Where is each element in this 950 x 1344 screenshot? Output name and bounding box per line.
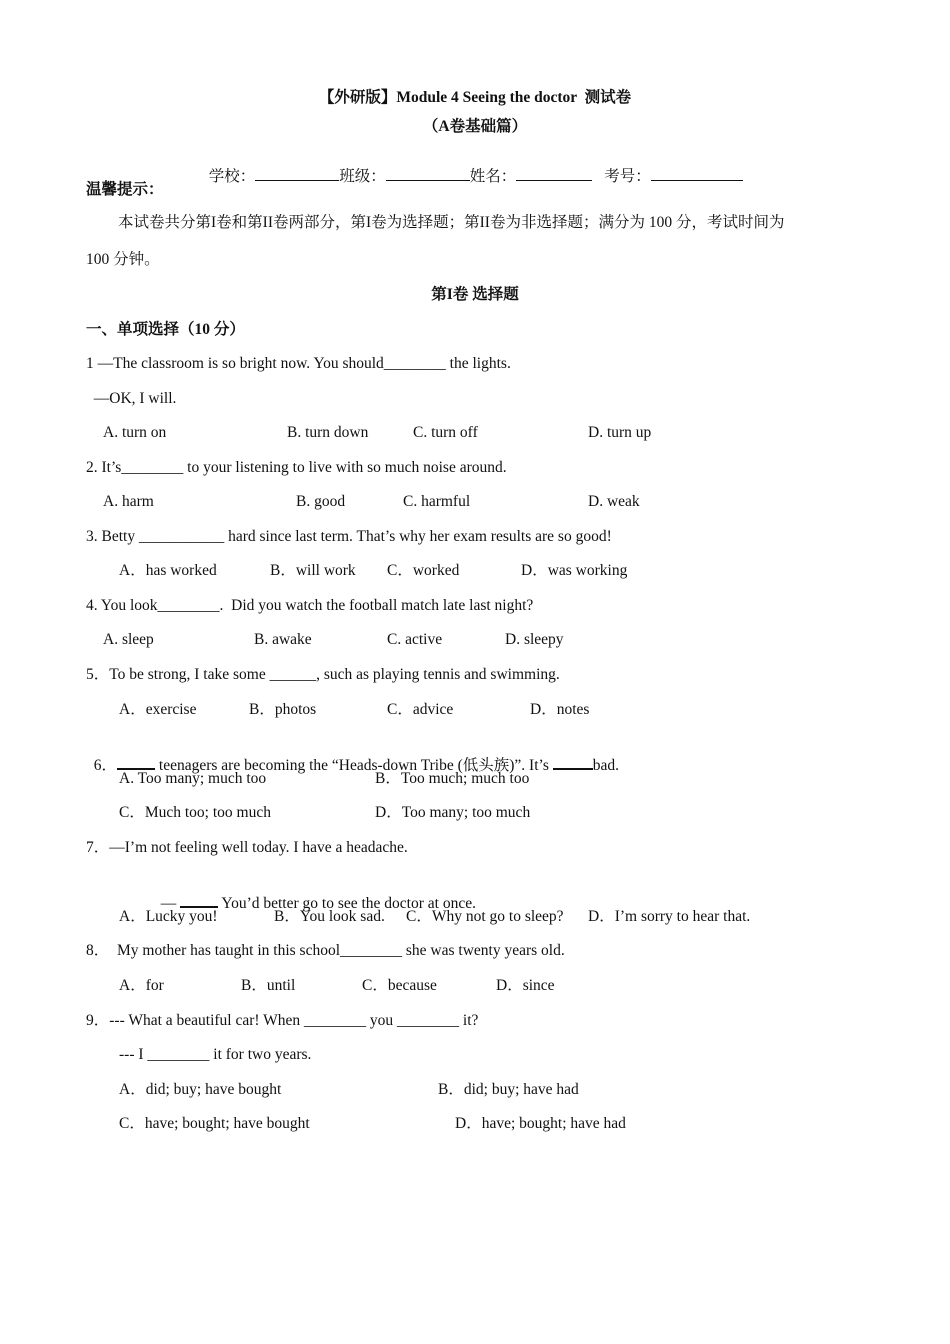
q6-number: 6． xyxy=(93,757,118,774)
q2-option-b[interactable]: B. good xyxy=(296,493,346,510)
question-9-stem: 9．--- What a beautiful car! When ________ you ________ it? xyxy=(86,1012,479,1029)
page-subtitle: （A卷基础篇） xyxy=(422,118,528,135)
notice-line-2: 100 分钟。 xyxy=(86,251,160,268)
q9-option-b[interactable]: B．did; buy; have had xyxy=(438,1081,579,1098)
class-label: 班级： xyxy=(339,168,386,185)
q4-option-d[interactable]: D. sleepy xyxy=(505,631,564,648)
q6-option-b[interactable]: B．Too much; much too xyxy=(375,770,530,787)
question-1-reply: —OK, I will. xyxy=(86,390,177,407)
question-7-stem: 7．—I’m not feeling well today. I have a headache. xyxy=(86,839,408,856)
q6-text-2: bad. xyxy=(592,757,619,774)
question-9-reply: --- I ________ it for two years. xyxy=(119,1046,312,1063)
question-8-stem: 8． My mother has taught in this school________ she was twenty years old. xyxy=(86,942,565,959)
question-3-stem: 3. Betty ___________ hard since last term. That’s why her exam results are so good! xyxy=(86,528,612,545)
q4-option-b[interactable]: B. awake xyxy=(254,631,312,648)
q2-option-a[interactable]: A. harm xyxy=(103,493,154,510)
school-label: 学校： xyxy=(208,168,256,185)
q1-option-c[interactable]: C. turn off xyxy=(413,424,478,441)
q8-option-d[interactable]: D．since xyxy=(496,977,555,994)
name-blank[interactable] xyxy=(516,166,592,181)
q9-option-a[interactable]: A．did; buy; have bought xyxy=(119,1081,282,1098)
q8-option-b[interactable]: B．until xyxy=(241,977,296,994)
q9-option-c[interactable]: C．have; bought; have bought xyxy=(119,1115,310,1132)
q7-blank[interactable] xyxy=(180,892,218,908)
question-5-stem: 5．To be strong, I take some ______, such as playing tennis and swimming. xyxy=(86,666,560,683)
q6-text-1: teenagers are becoming the “Heads-down Tribe (低头族)”. It’s xyxy=(155,757,553,774)
q6-option-a[interactable]: A. Too many; much too xyxy=(119,770,267,787)
school-blank[interactable] xyxy=(255,166,339,181)
page-title: 【外研版】Module 4 Seeing the doctor 测试卷 xyxy=(318,89,632,106)
part-1-title: 第I卷 选择题 xyxy=(431,286,519,303)
name-label: 姓名： xyxy=(469,168,517,185)
q1-option-b[interactable]: B. turn down xyxy=(287,424,369,441)
q3-option-a[interactable]: A．has worked xyxy=(119,562,217,579)
number-blank[interactable] xyxy=(651,166,743,181)
q3-option-d[interactable]: D．was working xyxy=(521,562,628,579)
q8-option-a[interactable]: A．for xyxy=(119,977,164,994)
q5-option-c[interactable]: C．advice xyxy=(387,701,454,718)
q6-blank-1[interactable] xyxy=(117,754,155,770)
q3-option-c[interactable]: C．worked xyxy=(387,562,460,579)
q7-option-c[interactable]: C．Why not go to sleep? xyxy=(406,908,564,925)
q5-option-d[interactable]: D．notes xyxy=(530,701,590,718)
q5-option-a[interactable]: A．exercise xyxy=(119,701,197,718)
q7-option-a[interactable]: A．Lucky you! xyxy=(119,908,218,925)
q5-option-b[interactable]: B．photos xyxy=(249,701,317,718)
q4-option-c[interactable]: C. active xyxy=(387,631,443,648)
q7-option-d[interactable]: D．I’m sorry to hear that. xyxy=(588,908,751,925)
q7-option-b[interactable]: B．You look sad. xyxy=(274,908,385,925)
class-blank[interactable] xyxy=(386,166,470,181)
question-4-stem: 4. You look________. Did you watch the football match late last night? xyxy=(86,597,534,614)
q2-option-c[interactable]: C. harmful xyxy=(403,493,471,510)
question-2-stem: 2. It’s________ to your listening to live with so much noise around. xyxy=(86,459,507,476)
q2-option-d[interactable]: D. weak xyxy=(588,493,640,510)
notice-heading: 温馨提示： xyxy=(86,181,164,198)
q1-option-d[interactable]: D. turn up xyxy=(588,424,652,441)
q3-option-b[interactable]: B．will work xyxy=(270,562,356,579)
q6-blank-2[interactable] xyxy=(553,754,593,770)
q6-option-c[interactable]: C．Much too; too much xyxy=(119,804,271,821)
q9-option-d[interactable]: D．have; bought; have had xyxy=(455,1115,626,1132)
q6-option-d[interactable]: D．Too many; too much xyxy=(375,804,531,821)
number-label: 考号： xyxy=(604,168,651,185)
question-1-stem: 1 —The classroom is so bright now. You should________ the lights. xyxy=(86,355,511,372)
q4-option-a[interactable]: A. sleep xyxy=(103,631,154,648)
q8-option-c[interactable]: C．because xyxy=(362,977,437,994)
q1-option-a[interactable]: A. turn on xyxy=(103,424,167,441)
q7-reply-text: You’d better go to see the doctor at once. xyxy=(218,895,476,912)
student-info-row xyxy=(201,146,743,187)
section-1-title: 一、单项选择（10 分） xyxy=(86,321,245,338)
q7-dash: — xyxy=(160,895,181,912)
notice-line-1: 本试卷共分第I卷和第II卷两部分，第I卷为选择题；第II卷为非选择题；满分为 100 分，考试时间为 xyxy=(118,214,785,231)
